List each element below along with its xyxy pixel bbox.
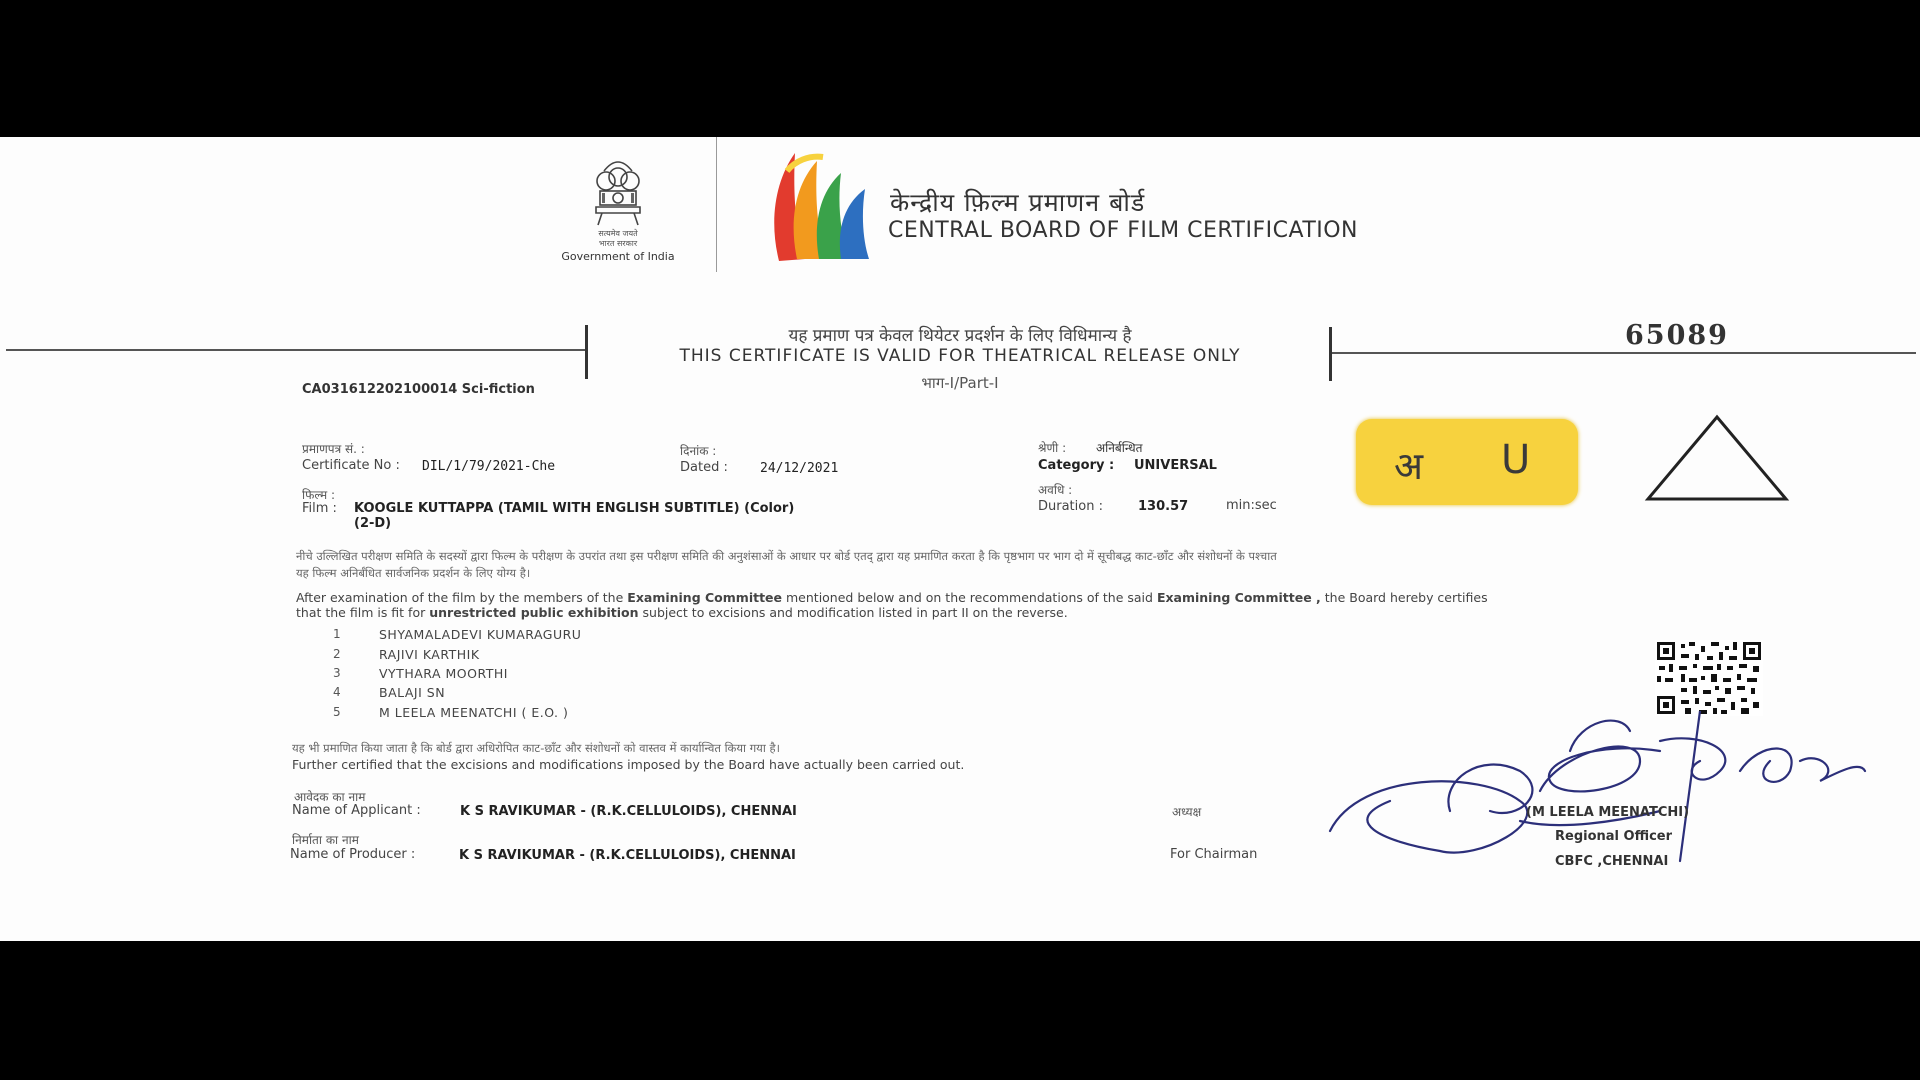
- cert-no-label: Certificate No :: [302, 458, 400, 473]
- applicant-value: K S RAVIKUMAR - (R.K.CELLULOIDS), CHENNAI: [460, 804, 797, 819]
- rule-tick-left: [585, 325, 588, 379]
- signatory-title: Regional Officer: [1555, 829, 1673, 844]
- applicant-label-hindi: आवेदक का नाम: [294, 790, 366, 804]
- duration-value: 130.57: [1138, 499, 1189, 514]
- header-divider: [716, 137, 717, 272]
- rule-tick-right: [1329, 327, 1332, 381]
- producer-label-hindi: निर्माता का नाम: [292, 833, 359, 847]
- chairman-label-hindi: अध्यक्ष: [1172, 805, 1202, 819]
- dated-value: 24/12/2021: [760, 461, 839, 476]
- film-label-hindi: फिल्म :: [302, 488, 336, 502]
- rating-badge-u: U: [1501, 437, 1531, 483]
- for-chairman-label: For Chairman: [1170, 847, 1258, 862]
- signatory-office: CBFC ,CHENNAI: [1555, 854, 1669, 869]
- triangle-symbol-icon: [1644, 413, 1790, 503]
- certificate-page: [0, 137, 1920, 941]
- rating-badge-hindi: अ: [1394, 444, 1424, 488]
- examination-text-english: After examination of the film by the members of the Examining Committee mentioned below and on the recommendations of the said Examining Committee , the Board hereby certifies: [296, 590, 1488, 605]
- cbfc-logo-icon: [765, 141, 875, 267]
- applicant-label: Name of Applicant :: [292, 803, 421, 818]
- further-certified-hindi: यह भी प्रमाणित किया जाता है कि बोर्ड द्वारा अधिरोपित काट-छाँट और संशोधनों को वास्तव में कार्यान्वित किया गया है।: [292, 741, 780, 755]
- category-label-hindi: श्रेणी :: [1038, 441, 1067, 455]
- rule-left: [6, 349, 586, 351]
- category-value-hindi: अनिर्बन्धित: [1096, 441, 1143, 455]
- examination-text-hindi-2: यह फिल्म अनिर्बंधित सार्वजनिक प्रदर्शन के लिए योग्य है।: [296, 566, 531, 580]
- film-format-value: (2-D): [354, 516, 392, 531]
- further-certified-english: Further certified that the excisions and modifications imposed by the Board have actually been carried out.: [292, 757, 965, 772]
- duration-unit: min:sec: [1226, 498, 1277, 513]
- film-label: Film :: [302, 501, 337, 516]
- rating-badge: [1356, 419, 1578, 505]
- board-name-hindi: केन्द्रीय फ़िल्म प्रमाणन बोर्ड: [890, 188, 1146, 217]
- certificate-serial-number: 65089: [1625, 320, 1729, 351]
- producer-value: K S RAVIKUMAR - (R.K.CELLULOIDS), CHENNAI: [459, 848, 796, 863]
- dated-label-hindi: दिनांक :: [680, 444, 717, 458]
- duration-label-hindi: अवधि :: [1038, 483, 1073, 497]
- reference-code: CA031612202100014 Sci-fiction: [302, 382, 535, 397]
- signatory-name: (M LEELA MEENATCHI): [1526, 805, 1690, 820]
- film-title-value: KOOGLE KUTTAPPA (TAMIL WITH ENGLISH SUBTITLE) (Color): [354, 501, 795, 516]
- examination-text-hindi: नीचे उल्लिखित परीक्षण समिति के सदस्यों द्वारा फिल्म के परीक्षण के उपरांत तथा इस परीक्षण समिति की अनुशंसाओं के आधार पर बोर्ड एतद् द्वारा यह प्रमाणित करता है कि पृष्ठभाग पर भाग दो में सूचीबद्ध काट-छाँट और संशोधनों के पश्चात: [296, 549, 1277, 563]
- duration-label: Duration :: [1038, 499, 1103, 514]
- committee-members-list: 1 SHYAMALADEVI KUMARAGURU 2 RAJIVI KARTHIK 3 VYTHARA MOORTHI 4 BALAJI SN 5 M LEELA MEENATCHI ( E.O. ): [333, 627, 582, 720]
- emblem-motto: सत्यमेव जयते भारत सरकार: [598, 229, 638, 248]
- board-name-english: CENTRAL BOARD OF FILM CERTIFICATION: [888, 218, 1359, 243]
- cert-no-label-hindi: प्रमाणपत्र सं. :: [302, 442, 365, 456]
- category-value: UNIVERSAL: [1134, 458, 1217, 473]
- validity-english: THIS CERTIFICATE IS VALID FOR THEATRICAL RELEASE ONLY: [679, 346, 1241, 366]
- dated-label: Dated :: [680, 460, 728, 475]
- government-of-india-label: Government of India: [561, 250, 675, 263]
- producer-label: Name of Producer :: [290, 847, 416, 862]
- cert-no-value: DIL/1/79/2021-Che: [422, 459, 556, 474]
- rule-right: [1331, 352, 1916, 354]
- validity-hindi: यह प्रमाण पत्र केवल थियेटर प्रदर्शन के लिए विधिमान्य है: [788, 326, 1132, 346]
- category-label: Category :: [1038, 458, 1115, 473]
- qr-code-icon: [1655, 640, 1763, 716]
- handwritten-signature: [1320, 711, 1880, 871]
- examination-text-english-2: that the film is fit for unrestricted public exhibition subject to excisions and modification listed in part II on the reverse.: [296, 605, 1068, 620]
- part-label: भाग-I/Part-I: [921, 374, 999, 392]
